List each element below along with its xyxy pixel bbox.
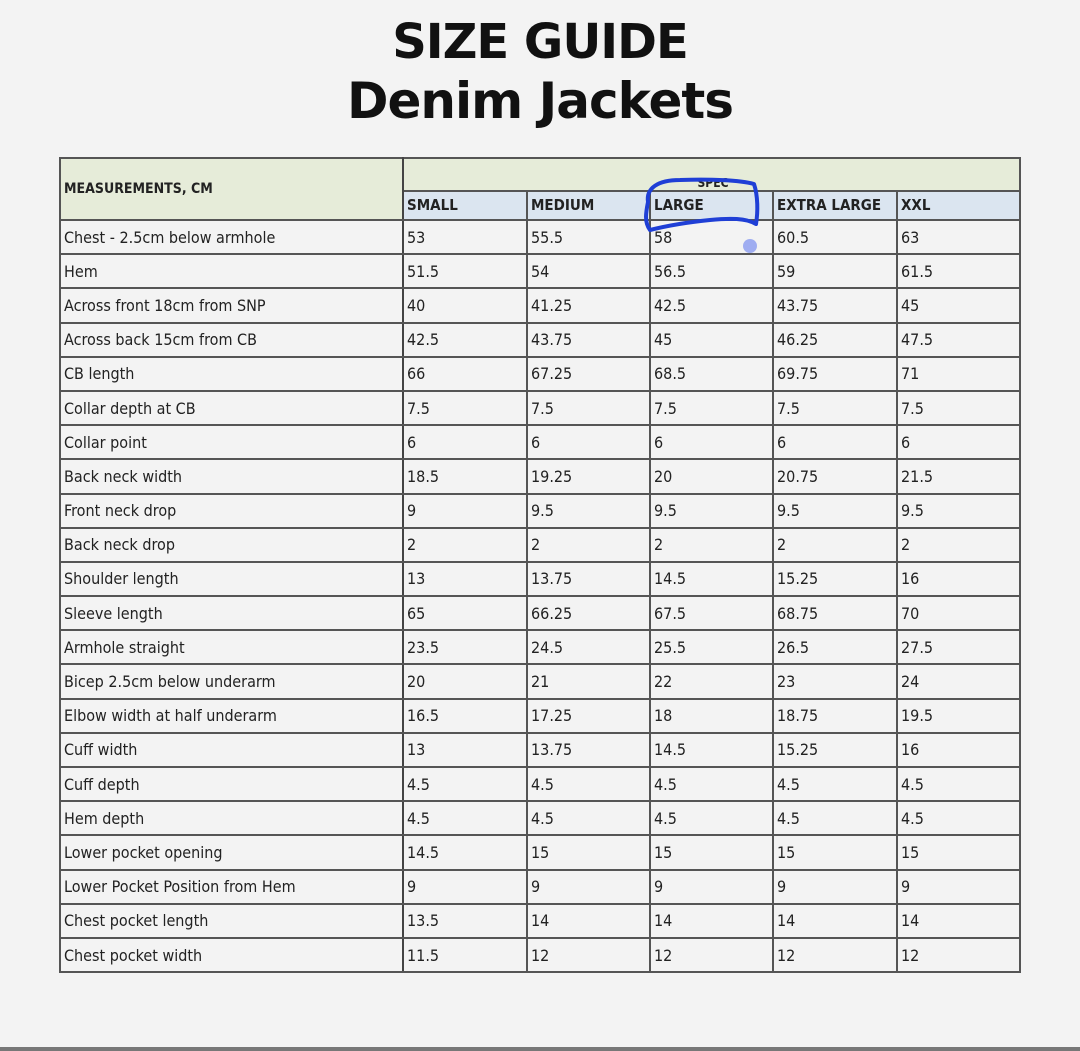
table-row [60,733,1020,767]
measurement-label: Hem [60,254,403,288]
size-value-cell: 63 [897,220,1020,254]
table-row [60,938,1020,972]
size-value-cell: 14 [527,904,650,938]
size-value-cell: 9.5 [773,494,897,528]
table-row [60,494,1020,528]
size-value-cell: 16.5 [403,699,527,733]
table-row [60,562,1020,596]
size-value-cell: 12 [897,938,1020,972]
size-value-cell: 15 [527,835,650,869]
size-value-cell: 69.75 [773,357,897,391]
size-value-cell: 14 [897,904,1020,938]
size-value-cell: 43.75 [527,323,650,357]
size-value-cell: 68.75 [773,596,897,630]
measurement-label: CB length [60,357,403,391]
size-guide-table [59,157,1021,973]
size-value-cell: 15.25 [773,562,897,596]
table-row [60,528,1020,562]
size-value-cell: 13 [403,733,527,767]
table-row [60,801,1020,835]
size-value-cell: 60.5 [773,220,897,254]
size-value-cell: 4.5 [897,801,1020,835]
measurement-label: Across back 15cm from CB [60,323,403,357]
size-value-cell: 18 [650,699,773,733]
size-value-cell: 7.5 [897,391,1020,425]
size-value-cell: 4.5 [403,801,527,835]
size-value-cell: 22 [650,664,773,698]
measurement-label: Hem depth [60,801,403,835]
table-row [60,767,1020,801]
size-value-cell: 18.75 [773,699,897,733]
hand-drawn-highlight-annotation [640,176,760,256]
measurement-label: Lower Pocket Position from Hem [60,870,403,904]
size-value-cell: 12 [527,938,650,972]
table-body [60,220,1020,972]
size-value-cell: 9 [527,870,650,904]
size-value-cell: 27.5 [897,630,1020,664]
size-value-cell: 9 [897,870,1020,904]
table-row [60,220,1020,254]
size-value-cell: 6 [773,425,897,459]
size-value-cell: 17.25 [527,699,650,733]
table-row [60,357,1020,391]
size-value-cell: 4.5 [897,767,1020,801]
size-value-cell: 6 [650,425,773,459]
size-value-cell: 9 [403,870,527,904]
size-value-cell: 16 [897,733,1020,767]
size-value-cell: 2 [650,528,773,562]
table-row [60,425,1020,459]
size-header-medium: MEDIUM [527,191,650,220]
measurement-label: Chest - 2.5cm below armhole [60,220,403,254]
size-value-cell: 51.5 [403,254,527,288]
size-value-cell: 4.5 [773,801,897,835]
table-row [60,699,1020,733]
size-value-cell: 23.5 [403,630,527,664]
size-value-cell: 9.5 [650,494,773,528]
size-value-cell: 14 [650,904,773,938]
page-title: SIZE GUIDE [392,14,688,70]
size-value-cell: 59 [773,254,897,288]
size-value-cell: 18.5 [403,459,527,493]
measurement-label: Collar depth at CB [60,391,403,425]
size-value-cell: 21 [527,664,650,698]
size-value-cell: 21.5 [897,459,1020,493]
size-value-cell: 40 [403,288,527,322]
measurement-label: Collar point [60,425,403,459]
size-value-cell: 2 [403,528,527,562]
size-value-cell: 4.5 [527,767,650,801]
table-row [60,596,1020,630]
table-row [60,835,1020,869]
bottom-edge-bar [0,1047,1080,1051]
size-value-cell: 12 [650,938,773,972]
size-value-cell: 68.5 [650,357,773,391]
table-row [60,323,1020,357]
size-value-cell: 26.5 [773,630,897,664]
cursor-dot [743,239,757,253]
size-value-cell: 20.75 [773,459,897,493]
size-value-cell: 9.5 [527,494,650,528]
size-value-cell: 9 [773,870,897,904]
size-value-cell: 54 [527,254,650,288]
size-value-cell: 7.5 [527,391,650,425]
table-row [60,254,1020,288]
size-value-cell: 19.25 [527,459,650,493]
measurement-label: Chest pocket width [60,938,403,972]
size-value-cell: 6 [527,425,650,459]
size-value-cell: 7.5 [403,391,527,425]
table-row [60,904,1020,938]
size-value-cell: 13.75 [527,562,650,596]
size-value-cell: 24 [897,664,1020,698]
table-row [60,630,1020,664]
size-value-cell: 2 [897,528,1020,562]
size-value-cell: 4.5 [773,767,897,801]
size-value-cell: 19.5 [897,699,1020,733]
size-value-cell: 42.5 [403,323,527,357]
size-value-cell: 14.5 [650,733,773,767]
size-value-cell: 25.5 [650,630,773,664]
size-value-cell: 42.5 [650,288,773,322]
size-value-cell: 2 [527,528,650,562]
size-value-cell: 16 [897,562,1020,596]
size-value-cell: 20 [650,459,773,493]
size-value-cell: 45 [650,323,773,357]
size-value-cell: 14.5 [403,835,527,869]
size-value-cell: 70 [897,596,1020,630]
measurement-label: Elbow width at half underarm [60,699,403,733]
size-value-cell: 45 [897,288,1020,322]
size-value-cell: 14.5 [650,562,773,596]
size-value-cell: 13.5 [403,904,527,938]
table-row [60,391,1020,425]
spec-header: SPEC [403,158,1020,191]
size-value-cell: 4.5 [650,801,773,835]
measurement-label: Cuff depth [60,767,403,801]
page-subtitle: Denim Jackets [346,72,734,130]
size-value-cell: 15 [650,835,773,869]
size-value-cell: 20 [403,664,527,698]
size-value-cell: 14 [773,904,897,938]
size-value-cell: 66 [403,357,527,391]
size-value-cell: 15 [897,835,1020,869]
size-value-cell: 12 [773,938,897,972]
size-value-cell: 58 [650,220,773,254]
measurement-label: Chest pocket length [60,904,403,938]
measurement-label: Lower pocket opening [60,835,403,869]
table-row [60,459,1020,493]
size-value-cell: 65 [403,596,527,630]
size-value-cell: 67.5 [650,596,773,630]
measurement-label: Bicep 2.5cm below underarm [60,664,403,698]
size-value-cell: 4.5 [527,801,650,835]
measurements-header: MEASUREMENTS, CM [60,158,403,220]
measurement-label: Back neck width [60,459,403,493]
size-header-large: LARGE [650,191,773,220]
table-row [60,664,1020,698]
size-value-cell: 53 [403,220,527,254]
size-value-cell: 13.75 [527,733,650,767]
size-value-cell: 15.25 [773,733,897,767]
size-value-cell: 41.25 [527,288,650,322]
size-value-cell: 4.5 [403,767,527,801]
measurement-label: Across front 18cm from SNP [60,288,403,322]
measurement-label: Armhole straight [60,630,403,664]
size-value-cell: 7.5 [650,391,773,425]
table-row [60,870,1020,904]
measurement-label: Front neck drop [60,494,403,528]
size-value-cell: 6 [403,425,527,459]
highlight-scribble [646,180,757,230]
measurement-label: Sleeve length [60,596,403,630]
size-value-cell: 71 [897,357,1020,391]
size-value-cell: 46.25 [773,323,897,357]
size-value-cell: 56.5 [650,254,773,288]
size-value-cell: 6 [897,425,1020,459]
size-value-cell: 2 [773,528,897,562]
size-value-cell: 55.5 [527,220,650,254]
size-header-small: SMALL [403,191,527,220]
size-header-extra-large: EXTRA LARGE [773,191,897,220]
size-value-cell: 4.5 [650,767,773,801]
size-header-xxl: XXL [897,191,1020,220]
size-value-cell: 13 [403,562,527,596]
size-value-cell: 67.25 [527,357,650,391]
size-value-cell: 11.5 [403,938,527,972]
measurement-label: Cuff width [60,733,403,767]
size-value-cell: 23 [773,664,897,698]
size-value-cell: 9 [650,870,773,904]
size-value-cell: 9 [403,494,527,528]
size-value-cell: 15 [773,835,897,869]
table-row [60,288,1020,322]
size-value-cell: 43.75 [773,288,897,322]
measurement-label: Back neck drop [60,528,403,562]
size-value-cell: 24.5 [527,630,650,664]
size-value-cell: 47.5 [897,323,1020,357]
size-value-cell: 9.5 [897,494,1020,528]
measurement-label: Shoulder length [60,562,403,596]
size-value-cell: 61.5 [897,254,1020,288]
size-value-cell: 66.25 [527,596,650,630]
size-value-cell: 7.5 [773,391,897,425]
